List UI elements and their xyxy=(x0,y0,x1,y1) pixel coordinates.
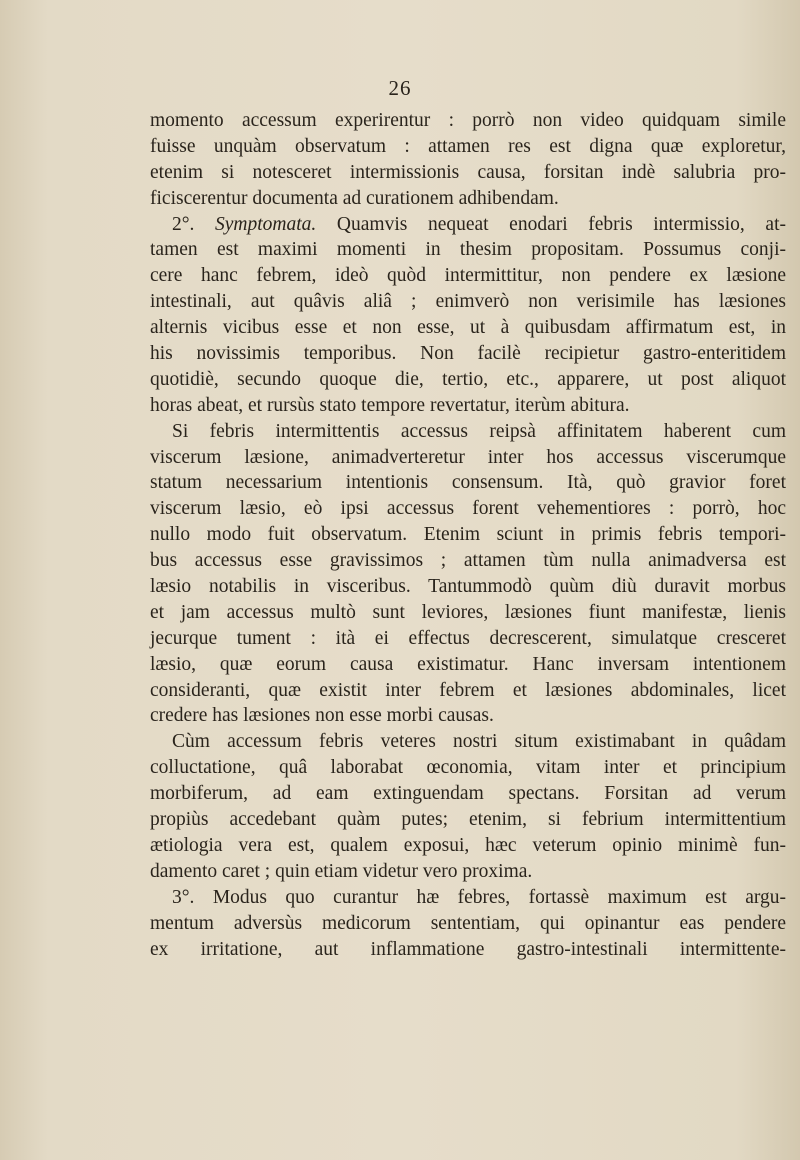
text-line xyxy=(150,781,786,807)
text-line xyxy=(150,212,786,238)
text-line xyxy=(150,496,786,522)
line-text: viscerum læsione, animadverteretur inter hos accessus viscerumque xyxy=(150,446,786,468)
line-text: horas abeat, et rursùs stato tempore revertatur, iterùm abitura. xyxy=(150,394,630,416)
line-text: propiùs accedebant quàm putes; etenim, si febrium intermittentium xyxy=(150,809,786,831)
line-text: quotidiè, secundo quoque die, tertio, etc., apparere, ut post aliquot xyxy=(150,368,786,390)
text-line xyxy=(150,807,786,833)
line-text: mentum adversùs medicorum sententiam, qui opinantur eas pendere xyxy=(150,912,786,934)
line-text: etenim si notesceret intermissionis causa, forsitan indè salubria pro- xyxy=(150,161,786,183)
line-text: tamen est maximi momenti in thesim propositam. Possumus conji- xyxy=(150,239,786,261)
line-text: Quamvis nequeat enodari febris intermissio, at- xyxy=(316,213,786,235)
line-text: Si febris intermittentis accessus reipsà affinitatem haberent cum xyxy=(172,420,786,442)
line-text: Cùm accessum febris veteres nostri situm existimabant in quâdam xyxy=(172,731,786,753)
line-text: momento accessum experirentur : porrò non video quidquam simile xyxy=(150,110,786,131)
text-line xyxy=(150,263,786,289)
text-line xyxy=(150,419,786,445)
text-line xyxy=(150,937,786,963)
text-line xyxy=(150,911,786,937)
text-line xyxy=(150,755,786,781)
text-line xyxy=(150,833,786,859)
text-line xyxy=(150,237,786,263)
text-line xyxy=(150,186,786,212)
text-line xyxy=(150,134,786,160)
text-line xyxy=(150,522,786,548)
line-text: ficiscerentur documenta ad curationem adhibendam. xyxy=(150,187,559,209)
line-text: læsio, quæ eorum causa existimatur. Hanc inversam intentionem xyxy=(150,653,786,675)
line-text: 3°. Modus quo curantur hæ febres, fortassè maximum est argu- xyxy=(172,886,786,908)
line-text: læsio notabilis in visceribus. Tantummodò quùm diù duravit morbus xyxy=(150,576,786,598)
text-line xyxy=(150,703,786,729)
text-line xyxy=(150,600,786,626)
section-number: 2°. xyxy=(172,213,216,235)
line-text: ex irritatione, aut inflammatione gastro-intestinali intermittente- xyxy=(150,938,786,960)
text-line xyxy=(150,859,786,885)
line-text: his novissimis temporibus. Non facilè recipietur gastro-enteritidem xyxy=(150,343,786,365)
line-text: viscerum læsio, eò ipsi accessus forent vehementiores : porrò, hoc xyxy=(150,498,786,520)
line-text: ætiologia vera est, qualem exposui, hæc veterum opinio minimè fun- xyxy=(150,834,786,856)
line-text: fuisse unquàm observatum : attamen res est digna quæ exploretur, xyxy=(150,135,786,157)
text-line xyxy=(150,729,786,755)
text-line xyxy=(150,393,786,419)
text-line xyxy=(150,678,786,704)
text-line xyxy=(150,367,786,393)
line-text: jecurque tument : ità ei effectus decrescerent, simulatque cresceret xyxy=(150,627,786,649)
line-text: damento caret ; quin etiam videtur vero proxima. xyxy=(150,860,533,882)
line-text: alternis vicibus esse et non esse, ut à quibusdam affirmatum est, in xyxy=(150,317,786,339)
line-text: credere has læsiones non esse morbi causas. xyxy=(150,705,494,727)
text-line xyxy=(150,574,786,600)
text-line xyxy=(150,548,786,574)
text-line xyxy=(150,885,786,911)
text-line xyxy=(150,315,786,341)
line-text: colluctatione, quâ laborabat œconomia, vitam inter et principium xyxy=(150,757,786,779)
page-number: 26 xyxy=(388,76,412,100)
line-text: et jam accessus multò sunt leviores, læsiones fiunt manifestæ, lienis xyxy=(150,601,786,623)
text-line xyxy=(150,289,786,315)
line-text: statum necessarium intentionis consensum. Ità, quò gravior foret xyxy=(150,472,786,494)
line-text: intestinali, aut quâvis aliâ ; enimverò non verisimile has læsiones xyxy=(150,291,786,313)
text-line xyxy=(150,626,786,652)
text-line xyxy=(150,470,786,496)
text-line xyxy=(150,341,786,367)
line-text: bus accessus esse gravissimos ; attamen tùm nulla animadversa est xyxy=(150,550,786,572)
section-heading: Symptomata. xyxy=(215,213,317,235)
text-line xyxy=(150,108,786,134)
line-text: cere hanc febrem, ideò quòd intermittitur, non pendere ex læsione xyxy=(150,265,786,287)
line-text: nullo modo fuit observatum. Etenim sciunt in primis febris tempori- xyxy=(150,524,786,546)
text-line xyxy=(150,445,786,471)
line-text: consideranti, quæ existit inter febrem et læsiones abdominales, licet xyxy=(150,679,786,701)
text-line xyxy=(150,160,786,186)
text-line xyxy=(150,652,786,678)
body-text xyxy=(150,108,786,962)
line-text: morbiferum, ad eam extinguendam spectans. Forsitan ad verum xyxy=(150,783,786,805)
